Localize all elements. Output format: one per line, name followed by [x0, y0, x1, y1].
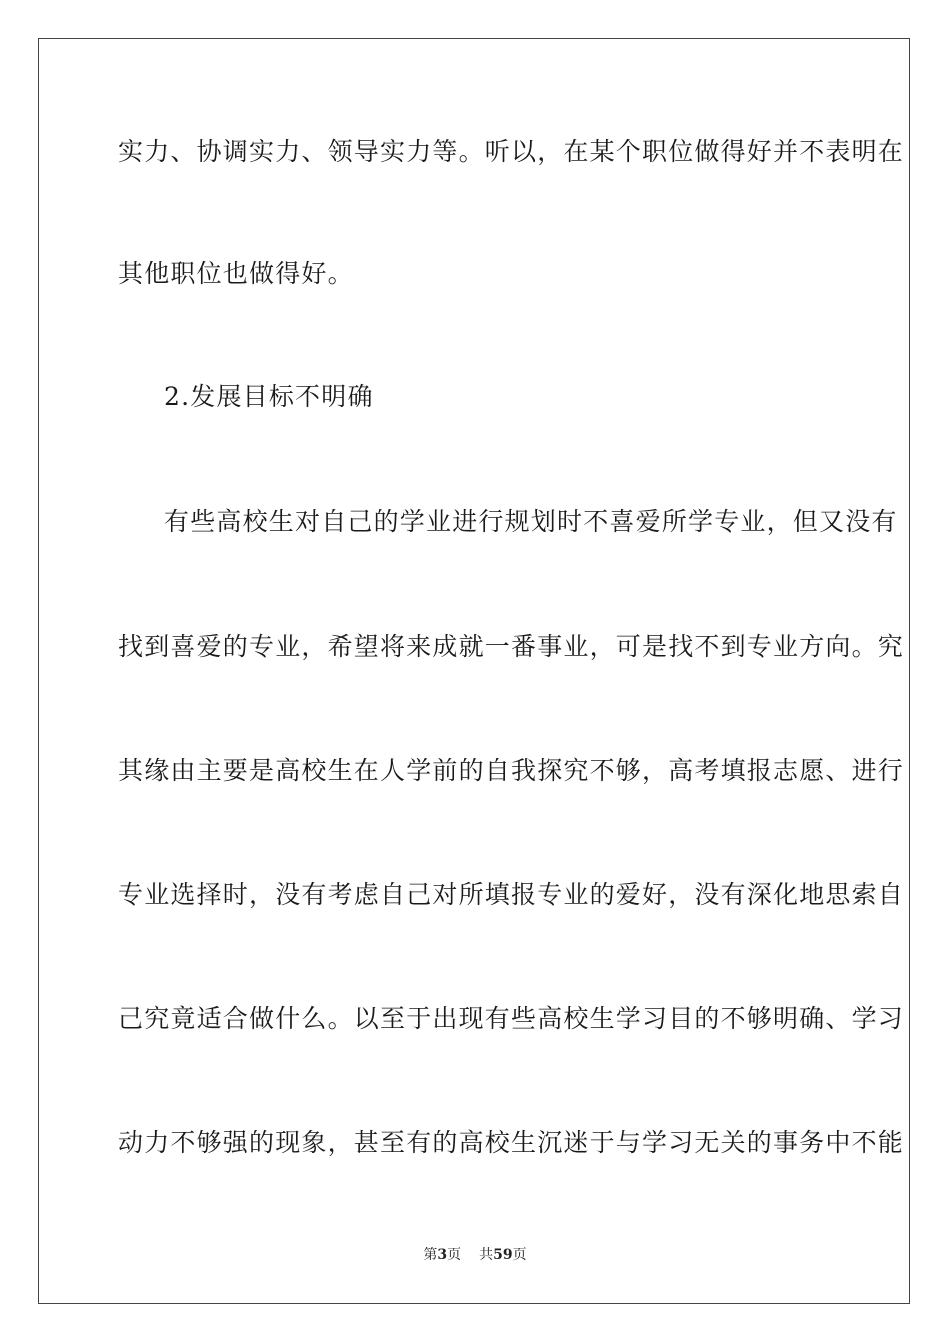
section-heading: 2.发展目标不明确 [164, 382, 374, 411]
paragraph-line: 其缘由主要是高校生在人学前的自我探究不够，高考填报志愿、进行 [118, 756, 905, 785]
total-pages: 59 [493, 1247, 513, 1263]
page-footer [0, 1246, 950, 1264]
paragraph-line: 其他职位也做得好。 [118, 259, 354, 288]
total-prefix: 共 [479, 1247, 494, 1263]
paragraph-line: 找到喜爱的专业，希望将来成就一番事业，可是找不到专业方向。究 [118, 632, 905, 661]
total-suffix: 页 [512, 1247, 527, 1263]
page-border [38, 38, 910, 1304]
paragraph-line: 有些高校生对自己的学业进行规划时不喜爱所学专业，但又没有 [164, 507, 898, 536]
page-suffix: 页 [447, 1247, 462, 1263]
page-number: 3 [437, 1247, 448, 1263]
paragraph-line: 专业选择时，没有考虑自己对所填报专业的爱好，没有深化地思索自 [118, 880, 905, 909]
paragraph-line: 己究竟适合做什么。以至于出现有些高校生学习目的不够明确、学习 [118, 1004, 905, 1033]
paragraph-line: 实力、协调实力、领导实力等。听以，在某个职位做得好并不表明在 [118, 137, 905, 166]
page-prefix: 第 [423, 1247, 438, 1263]
paragraph-line: 动力不够强的现象，甚至有的高校生沉迷于与学习无关的事务中不能 [118, 1128, 905, 1157]
